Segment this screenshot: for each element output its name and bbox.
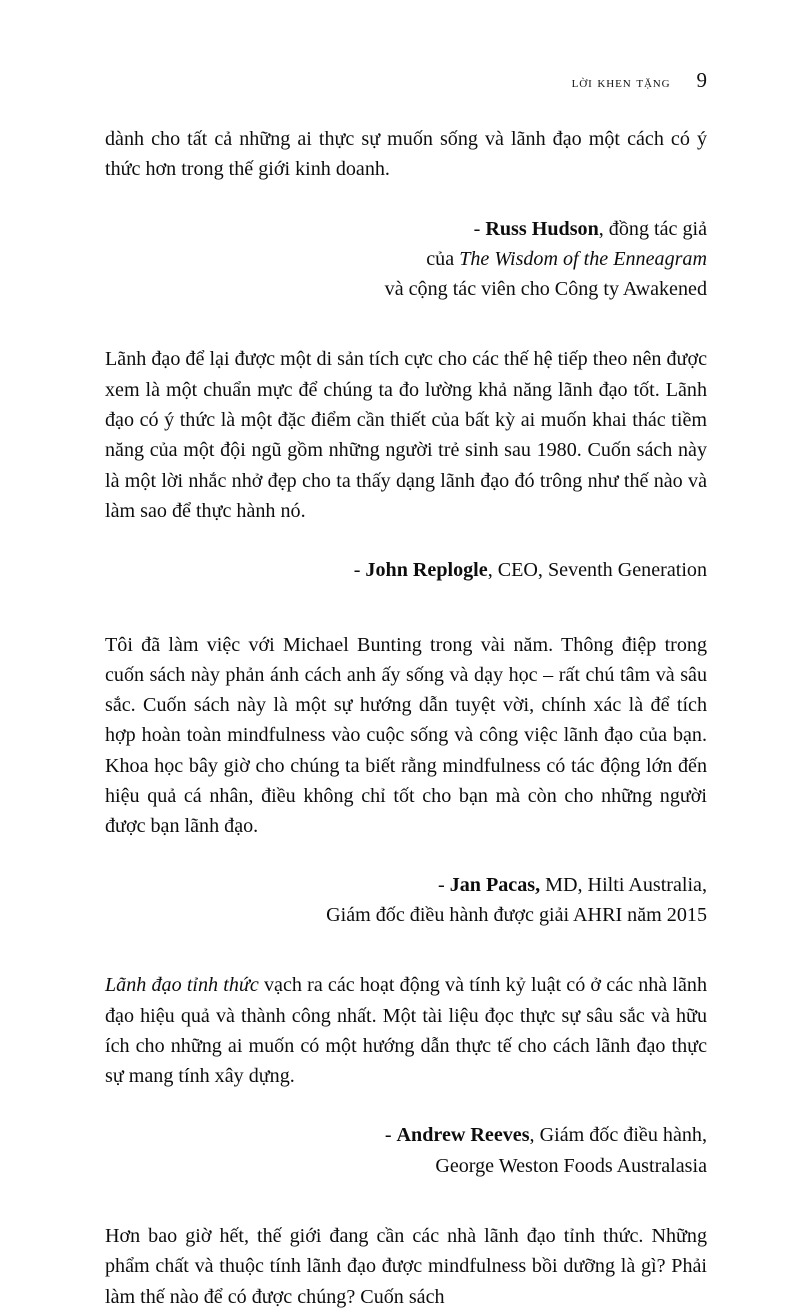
attribution-dash: - xyxy=(437,873,450,896)
page-number: 9 xyxy=(696,68,707,92)
testimonial-paragraph: Lãnh đạo để lại được một di sản tích cực cho các thế hệ tiếp theo nên được xem là một chuẩn mực để chúng ta đo lường khả năng lãnh đạo tốt. Lãnh đạo có ý thức là một đặc điểm cần thiết của bất kỳ ai muốn khai thác tiềm năng của một đội ngũ gồm những người trẻ sinh sau 1980. Cuốn sách này là một lời nhắc nhở đẹp cho ta thấy dạng lãnh đạo đó trông như thế nào và làm sao để thực hành nó. xyxy=(105,348,707,522)
attribution-dash: - xyxy=(473,217,486,240)
attribution-dash: - xyxy=(353,559,366,582)
attribution-role: MD, Hilti Australia, xyxy=(540,873,707,896)
attribution-role: , CEO, Seventh Generation xyxy=(487,559,707,582)
attribution-line: George Weston Foods Australasia xyxy=(435,1154,707,1177)
paragraph-text: vạch ra các hoạt động và tính kỷ luật có ở các nhà lãnh đạo hiệu quả và thành công nhất. Một tài liệu đọc thực sự sâu sắc và hữu ích cho những ai muốn có một hướng dẫn thực tế cho cách lãnh đạo thực sự mang tính xây dựng. xyxy=(105,974,708,1088)
testimonial-paragraph xyxy=(105,970,707,1091)
attribution-jan-pacas xyxy=(105,870,707,931)
attribution-andrew-reeves xyxy=(105,1120,707,1181)
attribution-line xyxy=(105,244,707,274)
book-title: Lãnh đạo tỉnh thức xyxy=(105,974,259,997)
attribution-line: và cộng tác viên cho Công ty Awakened xyxy=(384,278,707,301)
testimonial-paragraph: Tôi đã làm việc với Michael Bunting trong vài năm. Thông điệp trong cuốn sách này phản ánh cách anh ấy sống và dạy học – rất chú tâm và sâu sắc. Cuốn sách này là một sự hướng dẫn tuyệt vời, chính xác là để tích hợp hoàn toàn mindfulness vào cuộc sống và công việc lãnh đạo của bạn. Khoa học bây giờ cho chúng ta biết rằng mindfulness có tác động lớn đến hiệu quả cá nhân, điều không chỉ tốt cho bạn mà còn cho những người được bạn lãnh đạo. xyxy=(105,633,707,838)
attribution-name: Jan Pacas, xyxy=(449,873,541,896)
attribution-line: Giám đốc điều hành được giải AHRI năm 2015 xyxy=(326,903,707,926)
testimonial-paragraph-truncated: Hơn bao giờ hết, thế giới đang cần các nhà lãnh đạo tỉnh thức. Những phẩm chất và thuộc tính lãnh đạo được mindfulness bồi dưỡng là gì? Phải làm thế nào để có được chúng? Cuốn sách xyxy=(105,1225,707,1308)
attribution-line xyxy=(105,214,707,244)
attribution-name: Russ Hudson xyxy=(485,217,599,240)
attribution-dash: - xyxy=(384,1124,397,1147)
attribution-line xyxy=(105,555,707,585)
page-content xyxy=(105,124,707,1312)
spacer xyxy=(105,185,707,214)
attribution-john-replogle xyxy=(105,555,707,585)
attribution-book-title: The Wisdom of the Enneagram xyxy=(459,247,707,270)
attribution-name: John Replogle xyxy=(365,559,488,582)
spacer xyxy=(105,1181,707,1221)
attribution-prefix: của xyxy=(426,247,460,270)
spacer xyxy=(105,586,707,630)
paragraph-continuation: dành cho tất cả những ai thực sự muốn sống và lãnh đạo một cách có ý thức hơn trong thế giới kinh doanh. xyxy=(105,128,707,181)
attribution-russ-hudson xyxy=(105,214,707,305)
running-head xyxy=(105,68,707,93)
running-head-title: lời khen tặng xyxy=(571,74,671,91)
attribution-name: Andrew Reeves xyxy=(396,1124,530,1147)
attribution-line xyxy=(105,1120,707,1150)
spacer xyxy=(105,842,707,870)
spacer xyxy=(105,304,707,344)
attribution-role: , Giám đốc điều hành, xyxy=(529,1124,707,1147)
spacer xyxy=(105,526,707,555)
spacer xyxy=(105,930,707,970)
attribution-line xyxy=(105,870,707,900)
attribution-role: , đồng tác giả xyxy=(598,217,707,240)
spacer xyxy=(105,1091,707,1120)
